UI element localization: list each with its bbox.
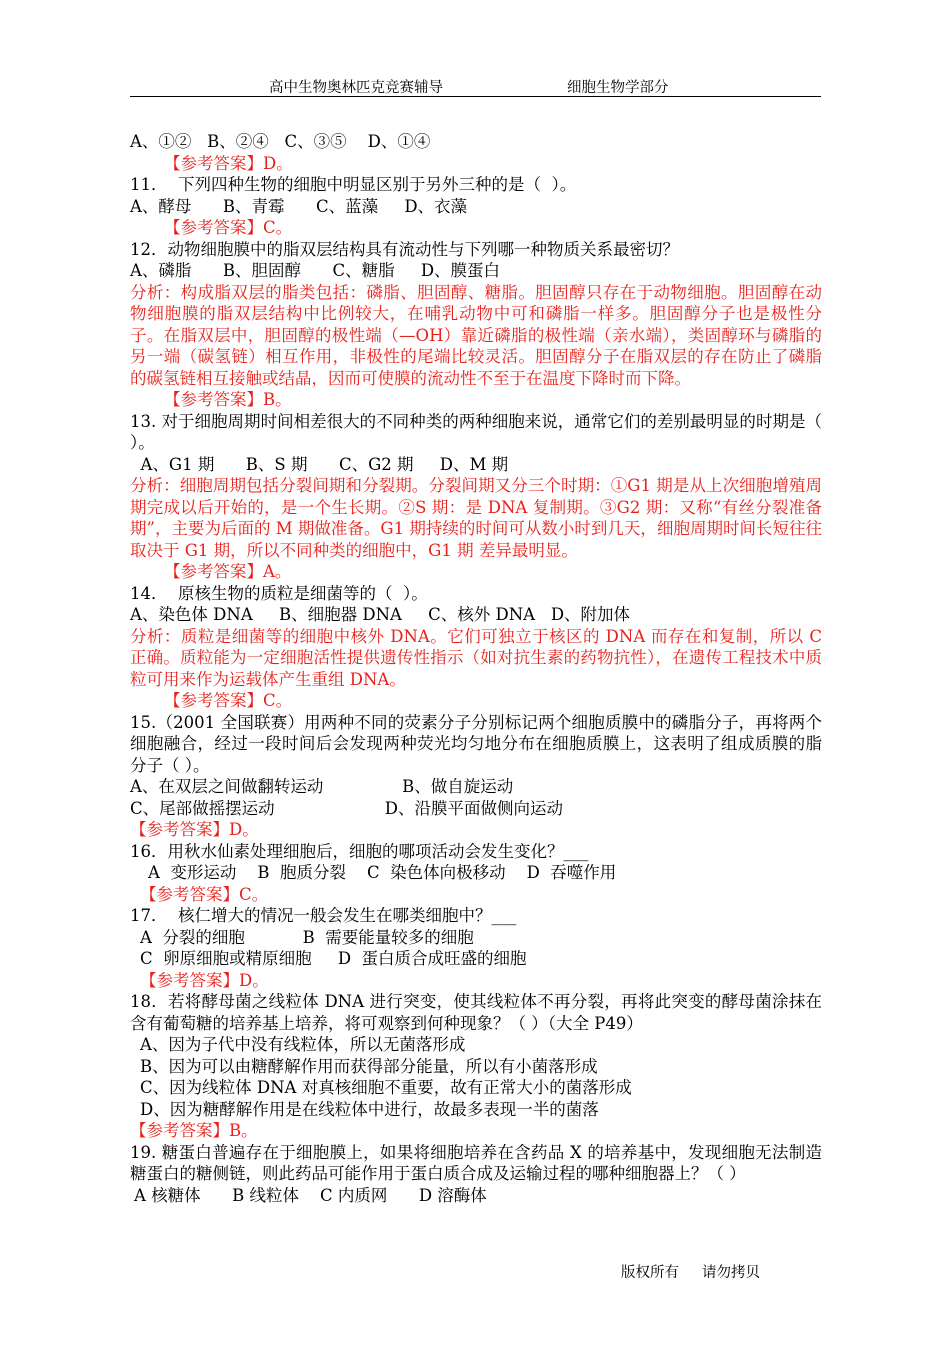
- text-line: C、尾部做摇摆运动 D、沿膜平面做侧向运动: [130, 798, 563, 818]
- header-title: 高中生物奥林匹克竞赛辅导: [269, 80, 443, 96]
- text-line: A、因为子代中没有线粒体，所以无菌落形成: [140, 1035, 466, 1054]
- text-line: A、在双层之间做翻转运动 B、做自旋运动: [130, 777, 514, 796]
- header-section: 细胞生物学部分: [567, 80, 669, 96]
- text-line: B、因为可以由糖酵解作用而获得部分能量，所以有小菌落形成: [140, 1056, 598, 1076]
- text-line: A、①② B、②④ C、③⑤ D、①④: [130, 132, 431, 151]
- answer-line: 【参考答案】C。: [140, 884, 269, 904]
- answer-line: 分析：构成脂双层的脂类包括：磷脂、胆固醇、糖脂。胆固醇只存在于动物细胞。胆固醇在动物细胞膜的脂双层结构中比例较大，在哺乳动物中可和磷脂一样多。胆固醇分子也是极性分子。在脂双层中，胆固醇的极性端（—OH）靠近磷脂的极性端（亲水端），类固醇环与磷脂的另一端（碳氢链）相互作用，非极性的尾端比较灵活。胆固醇分子在脂双层的存在防止了磷脂的碳氢链相互接触或结晶，因而可使膜的流动性不至于在温度下降时而下降。: [130, 282, 822, 388]
- text-line: 12．动物细胞膜中的脂双层结构具有流动性与下列哪一种物质关系最密切？: [130, 239, 679, 259]
- answer-line: 【参考答案】B。: [164, 390, 292, 409]
- text-line: A 核糖体 B 线粒体 C 内质网 D 溶酶体: [134, 1185, 487, 1205]
- answer-line: 【参考答案】D。: [164, 153, 293, 173]
- text-line: 11． 下列四种生物的细胞中明显区别于另外三种的是（ ）。: [130, 175, 577, 194]
- answer-line: 分析：细胞周期包括分裂间期和分裂期。分裂间期又分三个时期：①G1 期是从上次细胞增殖周期完成以后开始的，是一个生长期。②S 期：是 DNA 复制期。③G2 期：又称“有丝分裂准备期”，主要为后面的 M 期做准备。G1 期持续的时间可从数小时到几天，细胞周期时间长短往往取决于 G1 期，所以不同种类的细胞中，G1 期 差异最明显。: [130, 476, 822, 560]
- text-line: 16．用秋水仙素处理细胞后，细胞的哪项活动会发生变化？___: [130, 841, 589, 861]
- text-line: A、染色体 DNA B、细胞器 DNA C、核外 DNA D、附加体: [130, 605, 631, 624]
- text-line: D、因为糖酵解作用是在线粒体中进行，故最多表现一半的菌落: [140, 1099, 599, 1119]
- text-line: 19. 糖蛋白普遍存在于细胞膜上，如果将细胞培养在含药品 X 的培养基中，发现细胞无法制造糖蛋白的糖侧链，则此药品可能作用于蛋白质合成及运输过程的哪种细胞器上？（ ）: [130, 1142, 822, 1183]
- text-line: C 卵原细胞或精原细胞 D 蛋白质合成旺盛的细胞: [140, 949, 527, 968]
- document-body: [130, 131, 822, 1206]
- answer-line: 【参考答案】D。: [140, 970, 269, 990]
- answer-line: 【参考答案】D。: [130, 820, 259, 839]
- text-line: 13. 对于细胞周期时间相差很大的不同种类的两种细胞来说，通常它们的差别最明显的时期是（ ）。: [130, 411, 822, 452]
- text-line: 15.（2001 全国联赛）用两种不同的荧素分子分别标记两个细胞质膜中的磷脂分子，再将两个细胞融合，经过一段时间后会发现两种荧光均匀地分布在细胞质膜上，这表明了组成质膜的脂分子（ ）。: [130, 712, 822, 775]
- page-footer: 版权所有 请勿拷贝: [621, 1265, 761, 1281]
- text-line: 18．若将酵母菌之线粒体 DNA 进行突变，使其线粒体不再分裂，再将此突变的酵母菌涂抹在含有葡萄糖的培养基上培养，将可观察到何种现象？（ ）（大全 P49）: [130, 992, 822, 1033]
- text-line: A、磷脂 B、胆固醇 C、糖脂 D、膜蛋白: [130, 261, 501, 280]
- answer-line: 【参考答案】B。: [130, 1121, 258, 1140]
- answer-line: 分析：质粒是细菌等的细胞中核外 DNA。它们可独立于核区的 DNA 而存在和复制，所以 C 正确。质粒能为一定细胞活性提供遗传性指示（如对抗生素的药物抗性），在遗传工程技术中质粒可用来作为运载体产生重组 DNA。: [130, 626, 822, 689]
- text-line: 14． 原核生物的质粒是细菌等的（ ）。: [130, 583, 428, 603]
- text-line: A、G1 期 B、S 期 C、G2 期 D、M 期: [130, 454, 509, 474]
- text-line: A 变形运动 B 胞质分裂 C 染色体向极移动 D 吞噬作用: [148, 863, 617, 882]
- answer-line: 【参考答案】C。: [164, 218, 293, 237]
- text-line: A 分裂的细胞 B 需要能量较多的细胞: [140, 927, 474, 947]
- text-line: C、因为线粒体 DNA 对真核细胞不重要，故有正常大小的菌落形成: [140, 1078, 632, 1097]
- text-line: A、酵母 B、青霉 C、蓝藻 D、衣藻: [130, 196, 468, 216]
- answer-line: 【参考答案】A。: [164, 562, 292, 581]
- answer-line: 【参考答案】C。: [164, 691, 293, 710]
- page-header: [130, 76, 821, 97]
- text-line: 17． 核仁增大的情况一般会发生在哪类细胞中？___: [130, 906, 517, 925]
